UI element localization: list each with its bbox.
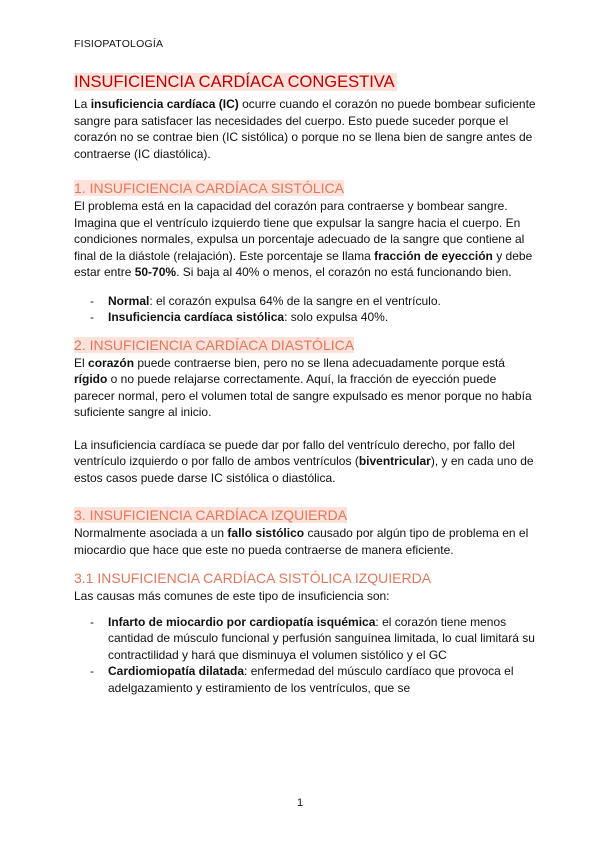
page-header: FISIOPATOLOGÍA [74, 38, 164, 50]
main-title: INSUFICIENCIA CARDÍACA CONGESTIVA [74, 73, 395, 91]
section-3-1-heading: 3.1 INSUFICIENCIA CARDÍACA SISTÓLICA IZQUIERDA [74, 570, 432, 586]
section-1-list [74, 293, 536, 326]
section-2-paragraph: El corazón puede contraerse bien, pero no se llena adecuadamente porque está rígido o no puede relajarse correctamente. Aquí, la fracción de eyección puede parecer normal, pero el volumen total de sangre expulsado es menor porque no había suficiente sangre al inicio. [74, 355, 532, 419]
list-item: - Insuficiencia cardíaca sistólica: solo expulsa 40%. [90, 310, 389, 324]
document-content [74, 72, 536, 696]
intro-paragraph: La insuficiencia cardíaca (IC) ocurre cuando el corazón no puede bombear suficiente sangre para satisfacer las necesidades del cuerpo. Esto puede suceder porque el corazón no se contrae bien (IC sistólica) o porque no se llena bien de sangre antes de contraerse (IC diastólica). [74, 97, 536, 161]
section-1-heading: 1. INSUFICIENCIA CARDÍACA SISTÓLICA [74, 180, 344, 196]
section-3-heading: 3. INSUFICIENCIA CARDÍACA IZQUIERDA [74, 507, 348, 523]
ventricle-paragraph: La insuficiencia cardíaca se puede dar por fallo del ventrículo derecho, por fallo del ventrículo izquierdo o por fallo de ambos ventrículos (biventricular), y en cada uno de estos casos puede darse IC sistólica o diastólica. [74, 437, 534, 485]
section-3-1-paragraph: Las causas más comunes de este tipo de insuficiencia son: [74, 589, 390, 603]
section-3-1-list [74, 614, 536, 697]
list-item: - Cardiomiopatía dilatada: enfermedad del músculo cardíaco que provoca el adelgazamiento y estiramiento de los ventrículos, que se [90, 664, 514, 695]
page-number: 1 [296, 797, 304, 809]
section-3-paragraph: Normalmente asociada a un fallo sistólico causado por algún tipo de problema en el miocardio que hace que este no pueda contraerse de manera eficiente. [74, 526, 529, 557]
list-item: - Infarto de miocardio por cardiopatía isquémica: el corazón tiene menos cantidad de músculo funcional y perfusión sanguínea limitada, lo cual limitará su contractilidad y hará que disminuya el volumen sistólico y el GC [90, 614, 535, 662]
list-item: - Normal: el corazón expulsa 64% de la sangre en el ventrículo. [90, 293, 441, 308]
section-2-heading: 2. INSUFICIENCIA CARDÍACA DIASTÓLICA [74, 336, 355, 353]
section-1-paragraph: El problema está en la capacidad del corazón para contraerse y bombear sangre. Imagina que el ventrículo izquierdo tiene que expulsar la sangre hacia el cuerpo. En condiciones normales, expulsa un porcentaje adecuado de la sangre que contiene al final de la diástole (relajación). Este porcentaje se llama fracción de eyección y debe estar entre 50-70%. Si baja al 40% o menos, el corazón no está funcionando bien. [74, 199, 533, 279]
